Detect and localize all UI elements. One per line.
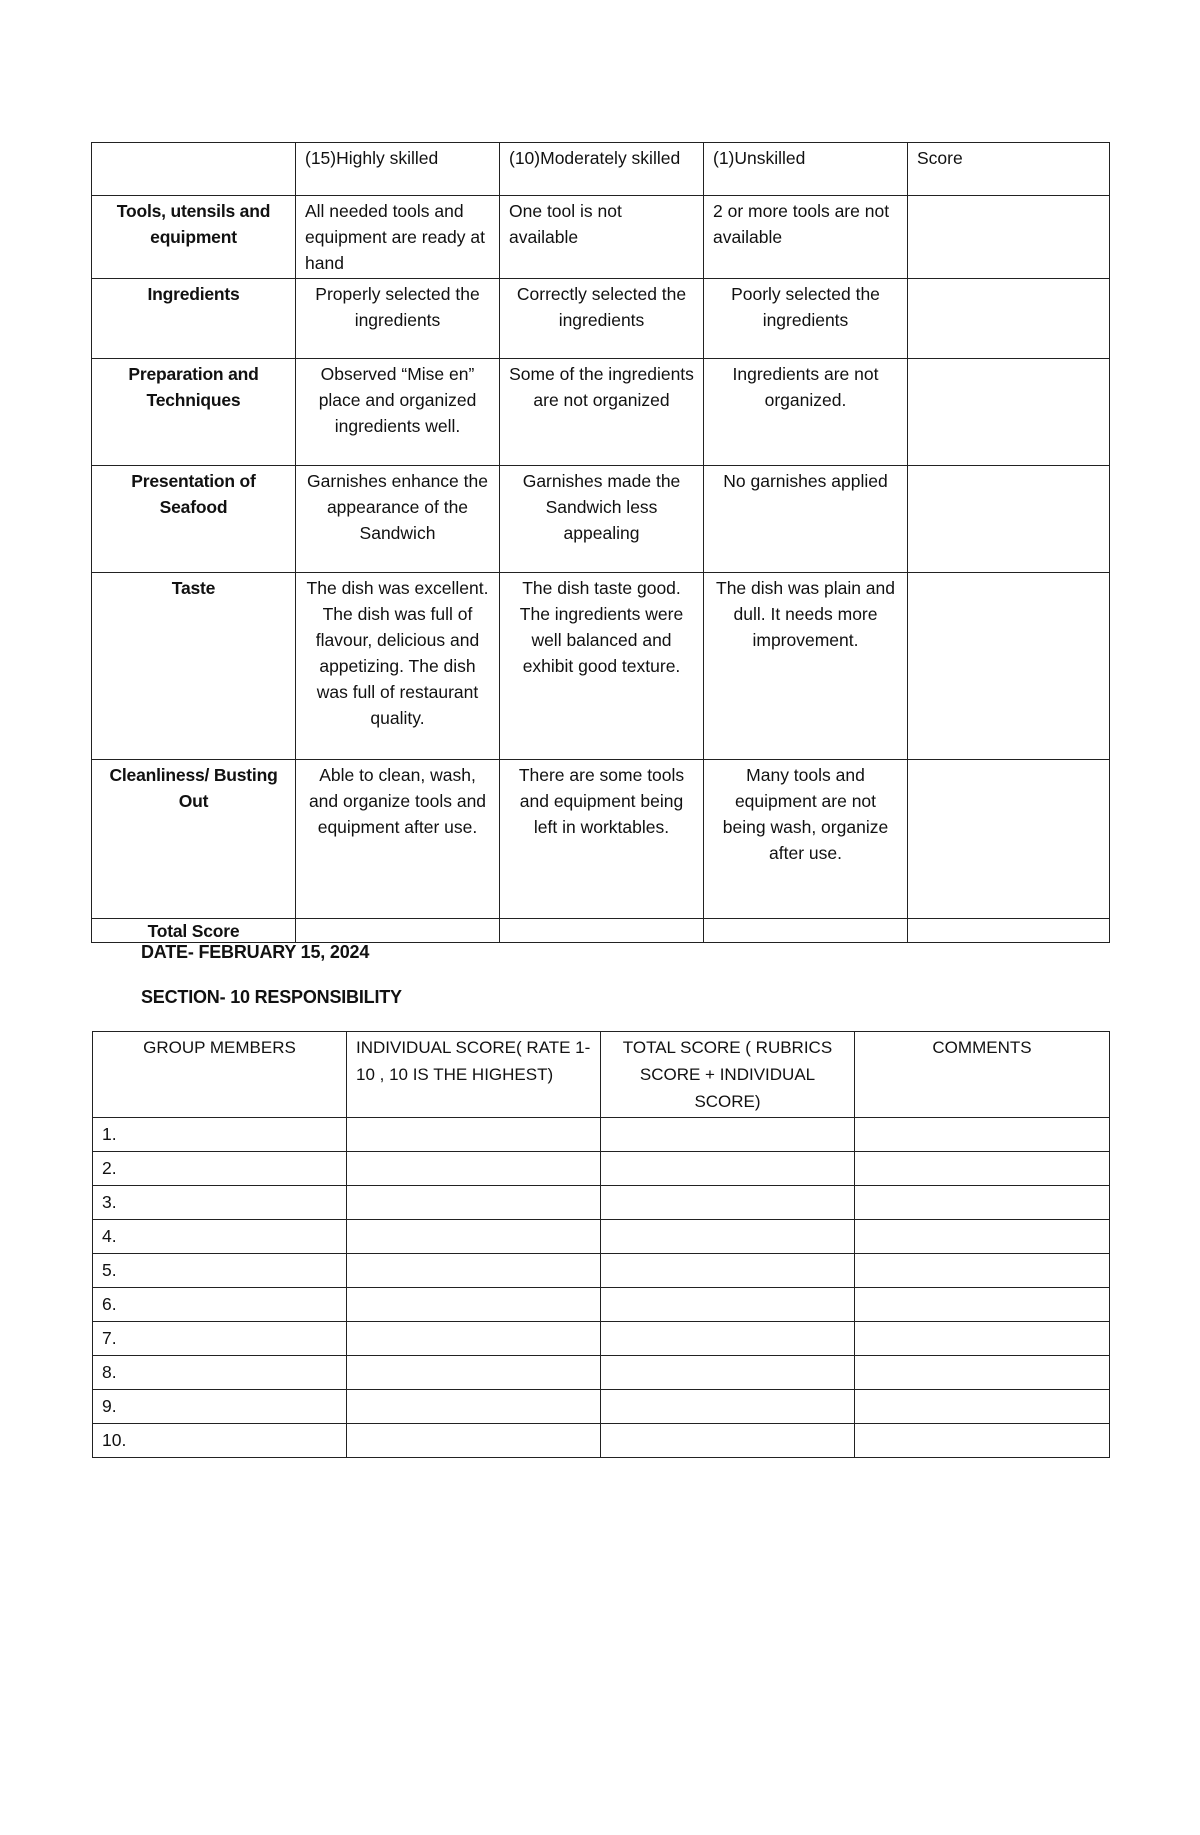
member-number: 3.: [93, 1186, 347, 1220]
comments-header: COMMENTS: [855, 1032, 1110, 1118]
member-number: 8.: [93, 1356, 347, 1390]
comments-cell[interactable]: [855, 1152, 1110, 1186]
rubric-header-unskilled: (1)Unskilled: [704, 143, 908, 196]
member-number: 4.: [93, 1220, 347, 1254]
rubric-total-row: [92, 919, 1110, 943]
rubric-header-row: [92, 143, 1110, 196]
individual-score-cell[interactable]: [347, 1424, 601, 1458]
score-cell[interactable]: [908, 359, 1110, 466]
total-score-cell[interactable]: [601, 1288, 855, 1322]
criterion-cell: Ingredients: [92, 279, 296, 359]
total-cell[interactable]: [908, 919, 1110, 943]
moderately-cell: Correctly selected the ingredients: [500, 279, 704, 359]
comments-cell[interactable]: [855, 1390, 1110, 1424]
rubric-row-cleanliness: [92, 760, 1110, 919]
rubric-row-tools: [92, 196, 1110, 279]
comments-cell[interactable]: [855, 1118, 1110, 1152]
highly-cell: Able to clean, wash, and organize tools and equipment after use.: [296, 760, 500, 919]
rubric-header-blank: [92, 143, 296, 196]
score-cell[interactable]: [908, 279, 1110, 359]
moderately-cell: One tool is not available: [500, 196, 704, 279]
comments-cell[interactable]: [855, 1288, 1110, 1322]
individual-score-cell[interactable]: [347, 1390, 601, 1424]
comments-cell[interactable]: [855, 1424, 1110, 1458]
comments-cell[interactable]: [855, 1220, 1110, 1254]
comments-cell[interactable]: [855, 1322, 1110, 1356]
member-row: [93, 1424, 1110, 1458]
rubric-header-highly: (15)Highly skilled: [296, 143, 500, 196]
rubric-header-moderately: (10)Moderately skilled: [500, 143, 704, 196]
moderately-cell: Garnishes made the Sandwich less appealing: [500, 466, 704, 573]
member-row: [93, 1152, 1110, 1186]
comments-cell[interactable]: [855, 1254, 1110, 1288]
member-row: [93, 1322, 1110, 1356]
member-row: [93, 1254, 1110, 1288]
individual-score-cell[interactable]: [347, 1288, 601, 1322]
total-score-cell[interactable]: [601, 1220, 855, 1254]
total-cell[interactable]: [296, 919, 500, 943]
date-line: DATE- FEBRUARY 15, 2024: [141, 942, 370, 962]
rubric-row-preparation: [92, 359, 1110, 466]
rubric-row-ingredients: [92, 279, 1110, 359]
criterion-cell: Presentation of Seafood: [92, 466, 296, 573]
member-number: 1.: [93, 1118, 347, 1152]
rubric-table: [91, 142, 1110, 943]
highly-cell: Properly selected the ingredients: [296, 279, 500, 359]
member-number: 10.: [93, 1424, 347, 1458]
criterion-cell: Tools, utensils and equipment: [92, 196, 296, 279]
member-row: [93, 1186, 1110, 1220]
member-row: [93, 1220, 1110, 1254]
member-number: 7.: [93, 1322, 347, 1356]
moderately-cell: The dish taste good. The ingredients were well balanced and exhibit good texture.: [500, 573, 704, 760]
individual-score-cell[interactable]: [347, 1118, 601, 1152]
total-score-cell[interactable]: [601, 1152, 855, 1186]
member-number: 6.: [93, 1288, 347, 1322]
group-members-table: [92, 1031, 1110, 1458]
member-row: [93, 1288, 1110, 1322]
member-number: 9.: [93, 1390, 347, 1424]
unskilled-cell: Ingredients are not organized.: [704, 359, 908, 466]
individual-score-header: INDIVIDUAL SCORE( RATE 1-10 , 10 IS THE HIGHEST): [347, 1032, 601, 1118]
unskilled-cell: Many tools and equipment are not being wash, organize after use.: [704, 760, 908, 919]
member-number: 2.: [93, 1152, 347, 1186]
individual-score-cell[interactable]: [347, 1356, 601, 1390]
member-number: 5.: [93, 1254, 347, 1288]
total-score-cell[interactable]: [601, 1356, 855, 1390]
highly-cell: Garnishes enhance the appearance of the Sandwich: [296, 466, 500, 573]
total-score-cell[interactable]: [601, 1322, 855, 1356]
rubric-row-taste: [92, 573, 1110, 760]
total-score-label: Total Score: [92, 919, 296, 943]
unskilled-cell: The dish was plain and dull. It needs more improvement.: [704, 573, 908, 760]
moderately-cell: Some of the ingredients are not organized: [500, 359, 704, 466]
member-row: [93, 1390, 1110, 1424]
score-cell[interactable]: [908, 466, 1110, 573]
group-header-row: [93, 1032, 1110, 1118]
criterion-cell: Cleanliness/ Busting Out: [92, 760, 296, 919]
total-score-cell[interactable]: [601, 1118, 855, 1152]
rubric-row-presentation: [92, 466, 1110, 573]
score-cell[interactable]: [908, 573, 1110, 760]
member-row: [93, 1356, 1110, 1390]
unskilled-cell: No garnishes applied: [704, 466, 908, 573]
individual-score-cell[interactable]: [347, 1152, 601, 1186]
highly-cell: Observed “Mise en” place and organized ingredients well.: [296, 359, 500, 466]
section-line: SECTION- 10 RESPONSIBILITY: [141, 987, 402, 1007]
individual-score-cell[interactable]: [347, 1322, 601, 1356]
unskilled-cell: 2 or more tools are not available: [704, 196, 908, 279]
total-score-cell[interactable]: [601, 1390, 855, 1424]
individual-score-cell[interactable]: [347, 1220, 601, 1254]
comments-cell[interactable]: [855, 1356, 1110, 1390]
total-cell[interactable]: [500, 919, 704, 943]
rubric-header-score: Score: [908, 143, 1110, 196]
total-cell[interactable]: [704, 919, 908, 943]
highly-cell: All needed tools and equipment are ready at hand: [296, 196, 500, 279]
total-score-cell[interactable]: [601, 1186, 855, 1220]
moderately-cell: There are some tools and equipment being left in worktables.: [500, 760, 704, 919]
individual-score-cell[interactable]: [347, 1186, 601, 1220]
comments-cell[interactable]: [855, 1186, 1110, 1220]
member-row: [93, 1118, 1110, 1152]
score-cell[interactable]: [908, 760, 1110, 919]
total-score-header: TOTAL SCORE ( RUBRICS SCORE + INDIVIDUAL SCORE): [601, 1032, 855, 1118]
highly-cell: The dish was excellent. The dish was full of flavour, delicious and appetizing. The dish was full of restaurant quality.: [296, 573, 500, 760]
total-score-cell[interactable]: [601, 1424, 855, 1458]
criterion-cell: Taste: [92, 573, 296, 760]
total-score-cell[interactable]: [601, 1254, 855, 1288]
criterion-cell: Preparation and Techniques: [92, 359, 296, 466]
individual-score-cell[interactable]: [347, 1254, 601, 1288]
group-members-header: GROUP MEMBERS: [93, 1032, 347, 1118]
score-cell[interactable]: [908, 196, 1110, 279]
unskilled-cell: Poorly selected the ingredients: [704, 279, 908, 359]
